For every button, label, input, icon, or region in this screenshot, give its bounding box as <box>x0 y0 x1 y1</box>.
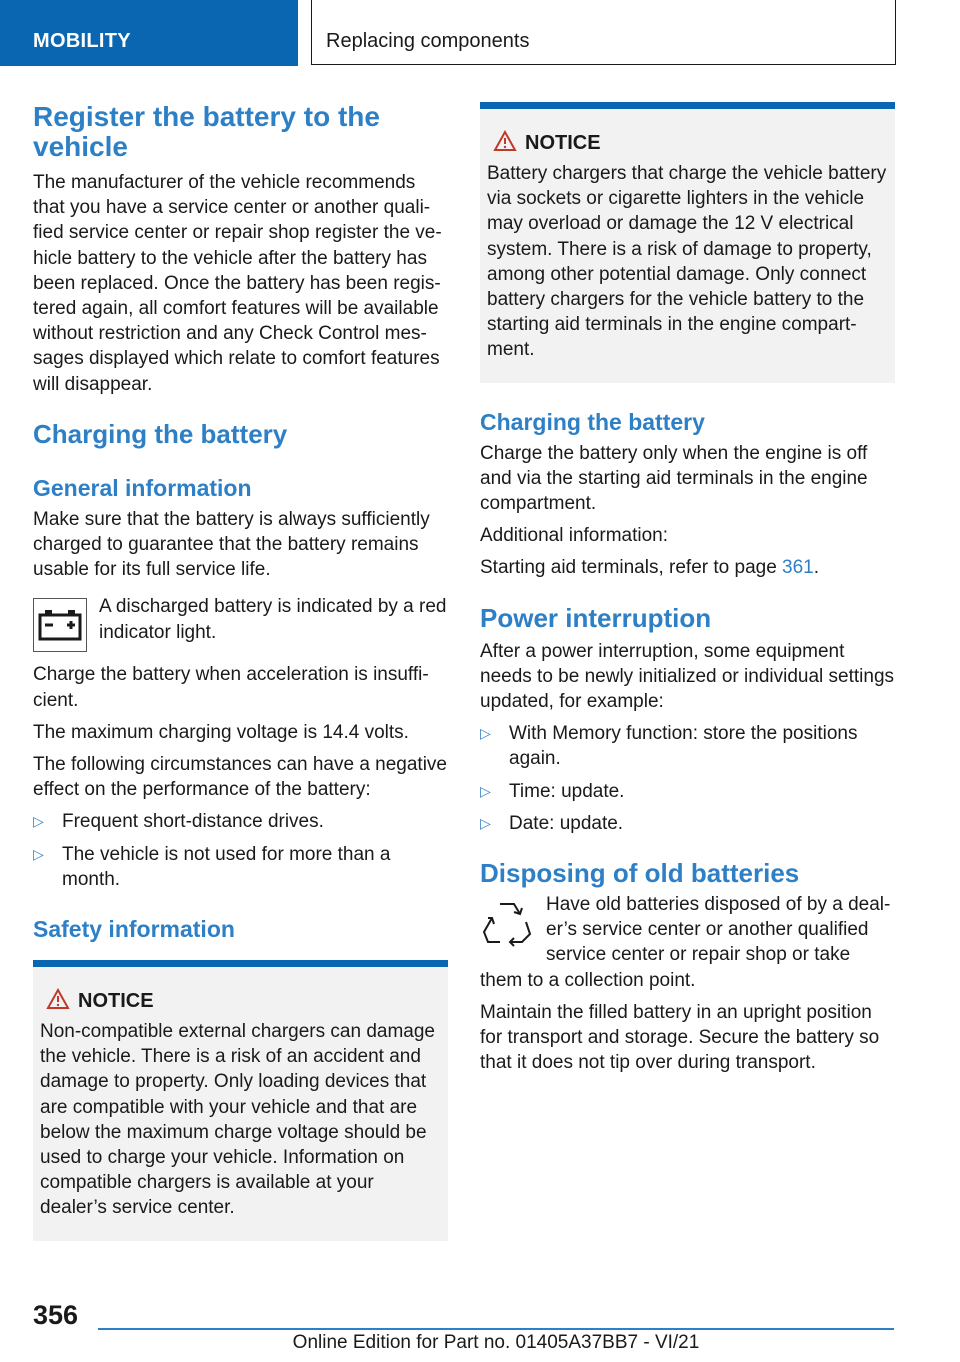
disposing-block <box>480 892 895 993</box>
recycle-icon <box>480 896 536 952</box>
list-item: ▷ Date: update. <box>480 811 895 836</box>
battery-warning-icon <box>33 598 87 652</box>
general-info-paragraph: Make sure that the battery is always sufficiently charged to guarantee that the battery remains usable for its full service life. <box>33 508 430 581</box>
list-item: ▷ Frequent short-distance drives. <box>33 809 448 834</box>
general-info-heading: General information <box>33 474 252 501</box>
bullet-triangle-icon: ▷ <box>33 845 44 862</box>
power-list <box>480 721 895 836</box>
warning-triangle-icon <box>46 988 70 1016</box>
indicator-text: A discharged battery is indicated by a red indicator light. <box>99 596 447 643</box>
disposing-heading: Disposing of old batteries <box>480 858 800 889</box>
chapter-box <box>311 0 896 65</box>
starting-aid-reference: Starting aid terminals, refer to page 361. <box>480 557 820 579</box>
circumstances-list <box>33 809 448 892</box>
bullet-triangle-icon: ▷ <box>480 814 491 831</box>
page-header <box>0 0 960 66</box>
warning-triangle-icon <box>493 130 517 158</box>
power-interruption-heading: Power interruption <box>480 602 712 633</box>
register-heading: Register the battery to the vehicle <box>33 101 380 162</box>
voltage-paragraph: The maximum charging voltage is 14.4 volts. <box>33 721 409 743</box>
list-item: ▷ Time: update. <box>480 779 895 804</box>
bullet-triangle-icon: ▷ <box>480 782 491 799</box>
left-column <box>33 102 448 1241</box>
page-number: 356 <box>33 1300 79 1330</box>
disposing-paragraph: Have old batteries disposed of by a deal‐er’s service center or another qualified service center or repair shop or take them to a collection point. <box>480 894 891 991</box>
charging-paragraph: Charge the battery only when the engine is off and via the starting aid terminals in the engine compartment. <box>480 442 868 515</box>
power-paragraph: After a power interruption, some equipment needs to be newly initialized or individual settings updated, for example: <box>480 640 895 713</box>
safety-info-heading: Safety information <box>33 916 235 943</box>
right-column <box>480 102 895 1075</box>
bullet-triangle-icon: ▷ <box>480 725 491 742</box>
section-title: MOBILITY <box>33 30 131 52</box>
notice-title: NOTICE <box>525 131 888 155</box>
notice-text: Non-compatible external chargers can damage the vehicle. There is a risk of an accident and damage to property. Only loading devices that are compatible with your vehicle and that are below the maximum charge voltage should be used to charge your vehicle. Information on compatible chargers is available at your dealer’s service center. <box>40 1021 435 1219</box>
page-link[interactable]: 361 <box>782 557 814 579</box>
notice-title: NOTICE <box>78 989 441 1013</box>
chapter-title: Replacing components <box>326 30 530 52</box>
register-paragraph: The manufacturer of the vehicle recommends that you have a service center or another quali‐fied service center or repair shop register the ve‐hicle battery to the vehicle after the battery has been replaced. Once the battery has been regis‐tered again, all comfort features will be available without restriction and any Check Control mes‐sages displayed which relate to comfort features will disappear. <box>33 172 442 395</box>
additional-info-label: Additional information: <box>480 525 668 547</box>
section-tab <box>0 0 298 66</box>
notice-text: Battery chargers that charge the vehicle battery via sockets or cigarette lighters in the vehicle may overload or damage the 12 V electrical system. There is a risk of damage to property, among other potential damage. Only connect battery chargers for the vehicle battery to the starting aid terminals in the engine compart‐ment. <box>487 163 887 361</box>
circumstances-paragraph: The following circumstances can have a negative effect on the performance of the battery: <box>33 754 448 801</box>
list-item: ▷ With Memory function: store the positions again. <box>480 723 858 770</box>
bullet-triangle-icon: ▷ <box>33 813 44 830</box>
edition-text: Online Edition for Part no. 01405A37BB7 - VI/21 <box>292 1332 700 1353</box>
charging-battery-heading: Charging the battery <box>480 408 705 435</box>
indicator-row <box>33 594 448 656</box>
maintain-paragraph: Maintain the filled battery in an upright position for transport and storage. Secure the battery so that it does not tip over during transport. <box>480 1001 880 1074</box>
list-item: ▷ The vehicle is not used for more than a month. <box>33 843 391 890</box>
charging-heading: Charging the battery <box>33 418 288 449</box>
notice-box <box>480 102 895 383</box>
acceleration-paragraph: Charge the battery when acceleration is insuffi‐cient. <box>33 664 429 711</box>
notice-box <box>33 960 448 1241</box>
footer-divider <box>98 1328 894 1330</box>
